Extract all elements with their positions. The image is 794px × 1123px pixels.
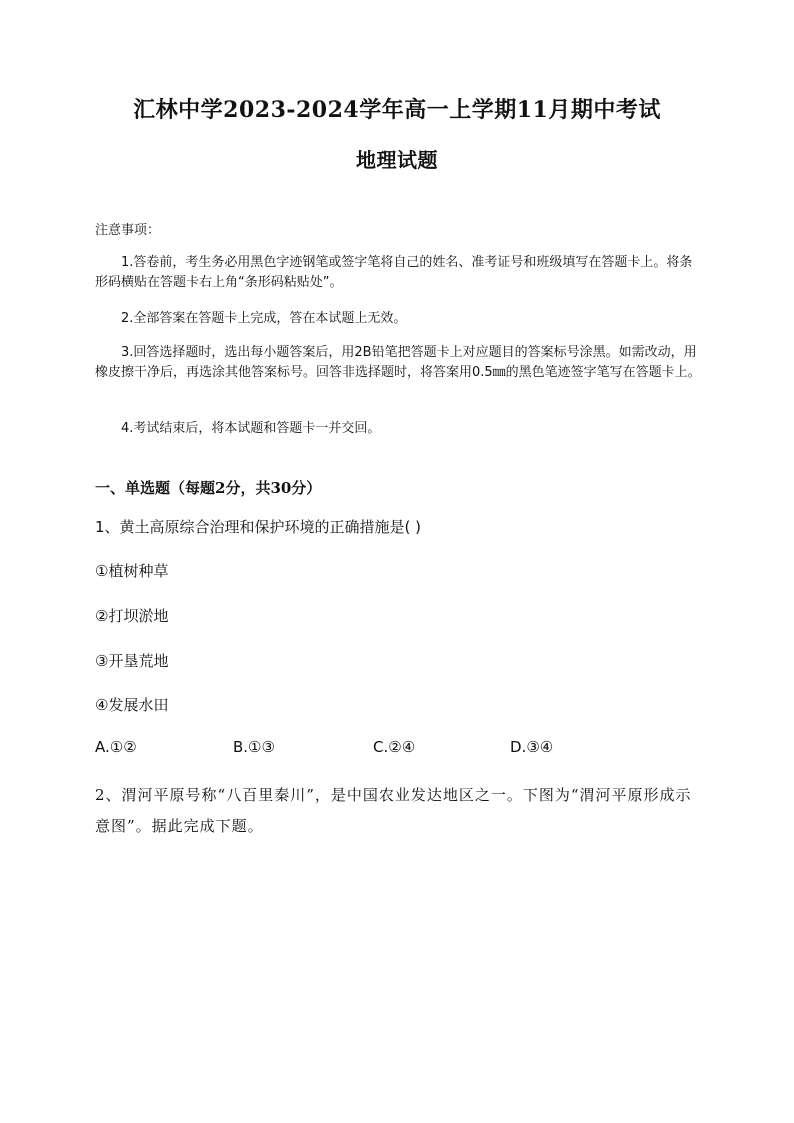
question-1-choices <box>95 738 655 760</box>
section-heading: 一、单选题（每题2分，共30分） <box>95 479 322 497</box>
question-1-option: ①植树种草 <box>95 562 169 580</box>
question-1-option: ④发展水田 <box>95 696 169 714</box>
question-1-option: ②打坝淤地 <box>95 607 169 625</box>
exam-title: 汇林中学2023-2024学年高一上学期11月期中考试 <box>133 97 661 123</box>
choice-d: D.③④ <box>510 738 554 756</box>
notice-item: 4.考试结束后，将本试题和答题卡一并交回。 <box>121 421 381 436</box>
exam-subject: 地理试题 <box>356 148 438 172</box>
question-2-stem: 2、渭河平原号称“八百里秦川”，是中国农业发达地区之一。下图为“渭河平原形成示意图”。据此完成下题。 <box>95 786 692 835</box>
choice-a: A.①② <box>95 738 137 756</box>
question-1-option: ③开垦荒地 <box>95 652 169 670</box>
notice-item: 3.回答选择题时，选出每小题答案后，用2B铅笔把答题卡上对应题目的答案标号涂黑。如需改动，用橡皮擦干净后，再选涂其他答案标号。回答非选择题时，将答案用0.5㎜的黑色笔迹签字笔写在答题卡上。 <box>95 345 701 380</box>
choice-c: C.②④ <box>373 738 416 756</box>
notice-item: 2.全部答案在答题卡上完成，答在本试题上无效。 <box>121 311 407 326</box>
question-1-stem: 1、黄土高原综合治理和保护环境的正确措施是( ) <box>95 518 422 536</box>
choice-b: B.①③ <box>233 738 275 756</box>
notice-item: 1.答卷前，考生务必用黑色字迹钢笔或签字笔将自己的姓名、准考证号和班级填写在答题卡上。将条形码横贴在答题卡右上角“条形码粘贴处”。 <box>95 255 693 290</box>
notice-heading: 注意事项： <box>95 223 161 238</box>
